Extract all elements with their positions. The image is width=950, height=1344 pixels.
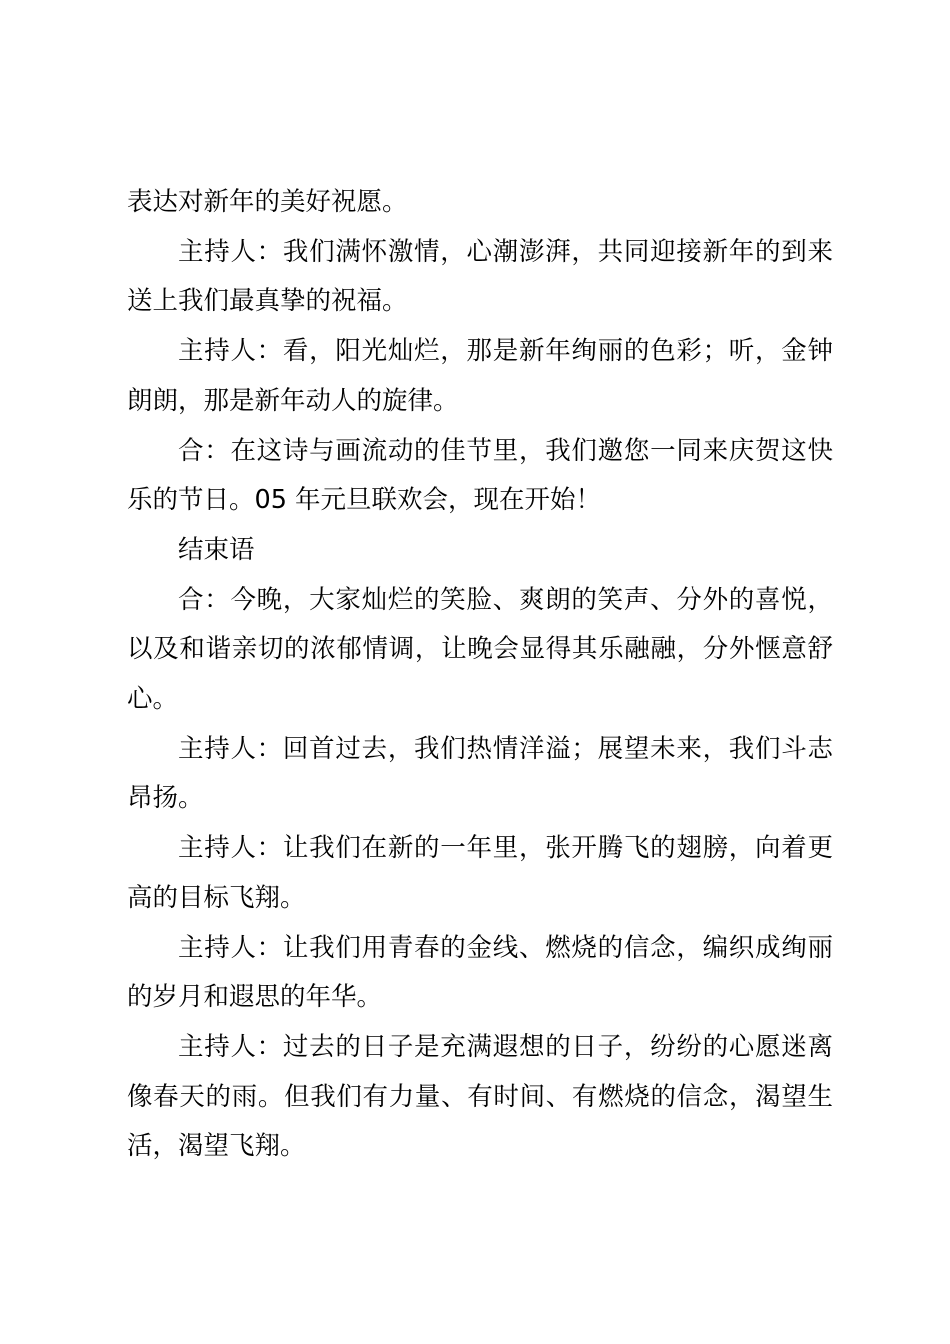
paragraph-host-line: 主持人：我们满怀激情，心潮澎湃，共同迎接新年的到来送上我们最真挚的祝福。 <box>127 236 833 317</box>
paragraph-together-line: 合：今晚，大家灿烂的笑脸、爽朗的笑声、分外的喜悦，以及和谐亲切的浓郁情调，让晚会显得其乐融融，分外惬意舒心。 <box>127 584 833 715</box>
paragraph-host-line: 主持人：过去的日子是充满遐想的日子，纷纷的心愿迷离像春天的雨。但我们有力量、有时间、有燃烧的信念，渴望生活，渴望飞翔。 <box>127 1031 833 1162</box>
paragraph-host-line: 主持人：让我们用青春的金线、燃烧的信念，编织成绚丽的岁月和遐思的年华。 <box>127 932 833 1013</box>
paragraph-together-line: 合：在这诗与画流动的佳节里，我们邀您一同来庆贺这快乐的节日。05 年元旦联欢会，现在开始！ <box>127 435 833 516</box>
section-heading-closing: 结束语 <box>178 534 255 565</box>
paragraph-host-line: 主持人：让我们在新的一年里，张开腾飞的翅膀，向着更高的目标飞翔。 <box>127 833 833 913</box>
paragraph-continuation: 表达对新年的美好祝愿。 <box>127 187 408 217</box>
paragraph-host-line: 主持人：回首过去，我们热情洋溢；展望未来，我们斗志昂扬。 <box>127 733 833 814</box>
paragraph-host-line: 主持人：看，阳光灿烂，那是新年绚丽的色彩；听，金钟朗朗，那是新年动人的旋律。 <box>127 336 833 416</box>
document-body <box>127 178 833 1172</box>
